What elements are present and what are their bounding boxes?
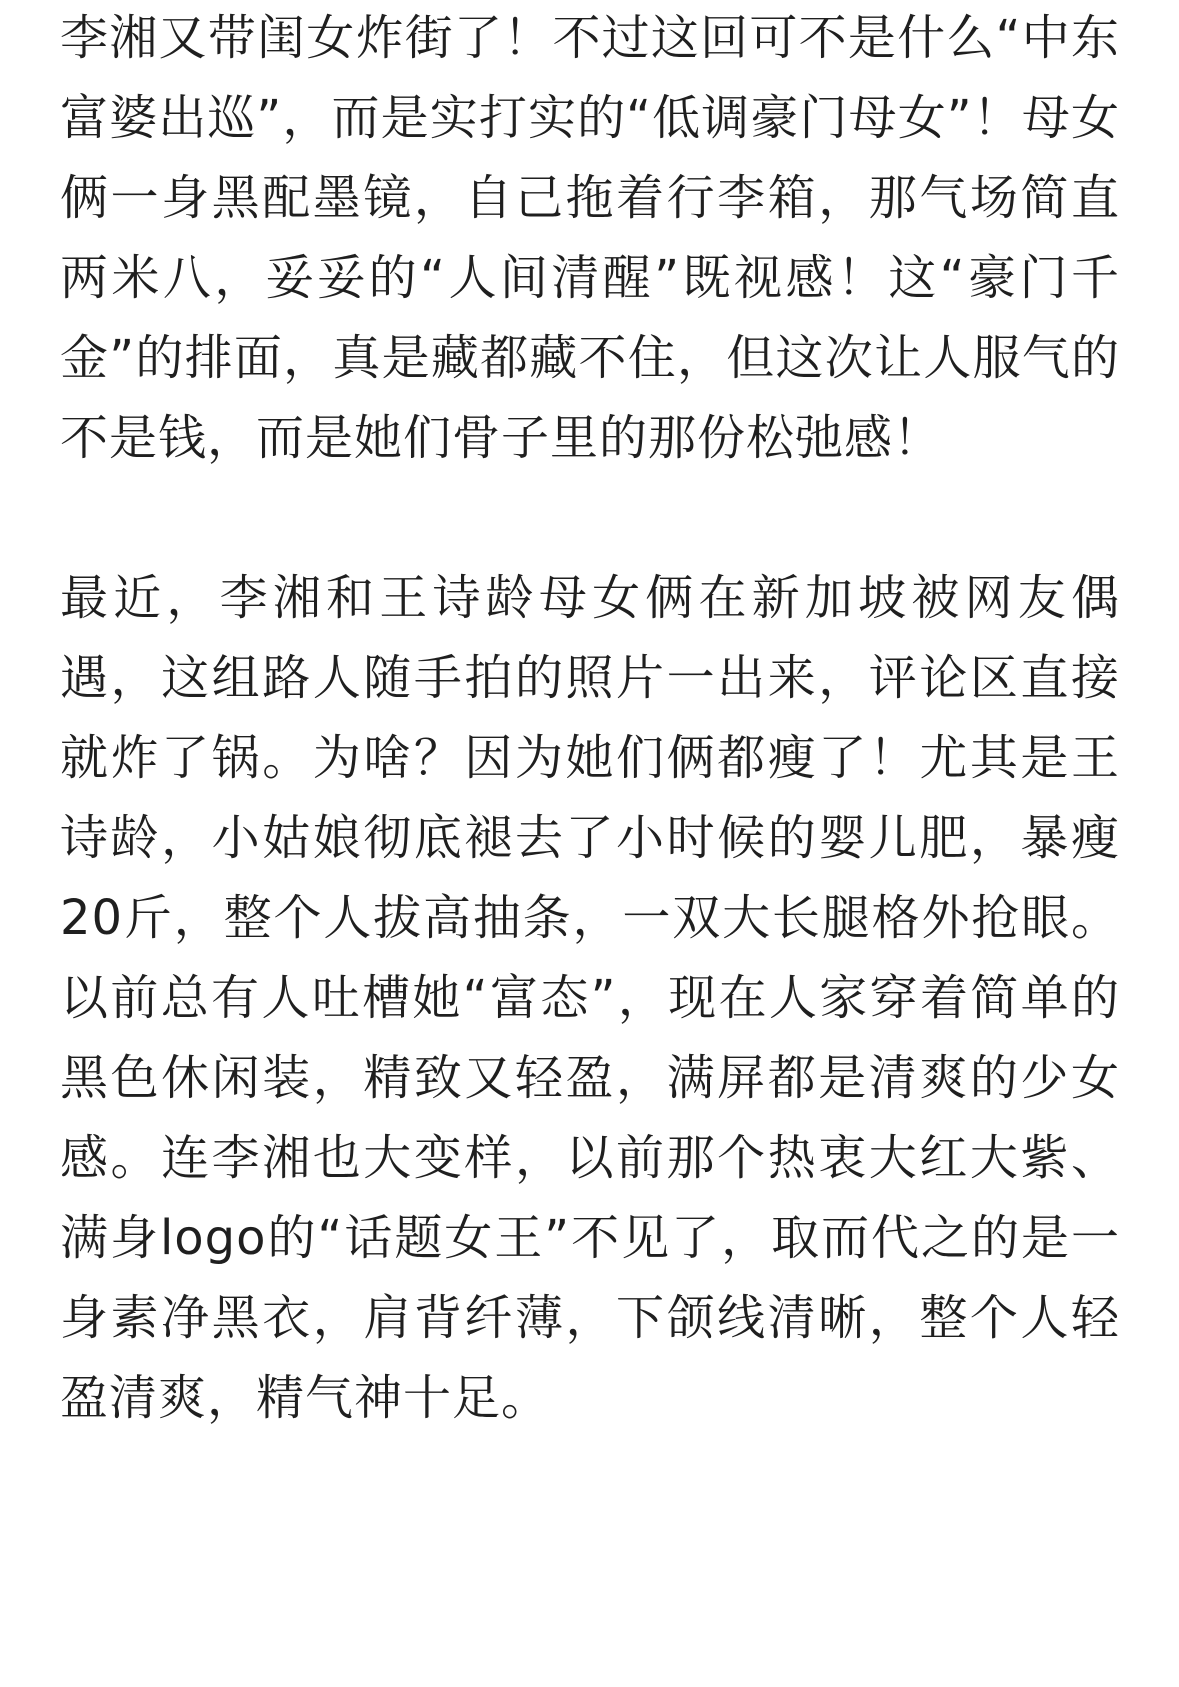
article-paragraph-1: 李湘又带闺女炸街了！不过这回可不是什么“中东富婆出巡”，而是实打实的“低调豪门母女”！母女俩一身黑配墨镜，自己拖着行李箱，那气场简直两米八，妥妥的“人间清醒”既视感！这“豪门千金”的排面，真是藏都藏不住，但这次让人服气的不是钱，而是她们骨子里的那份松弛感！ [60, 10, 1120, 466]
article-paragraph-2: 最近，李湘和王诗龄母女俩在新加坡被网友偶遇，这组路人随手拍的照片一出来，评论区直接就炸了锅。为啥？因为她们俩都瘦了！尤其是王诗龄，小姑娘彻底褪去了小时候的婴儿肥，暴瘦20斤，整个人拔高抽条，一双大长腿格外抢眼。以前总有人吐槽她“富态”，现在人家穿着简单的黑色休闲装，精致又轻盈，满屏都是清爽的少女感。连李湘也大变样，以前那个热衷大红大紫、满身logo的“话题女王”不见了，取而代之的是一身素净黑衣，肩背纤薄，下颌线清晰，整个人轻盈清爽，精气神十足。 [60, 570, 1120, 1426]
article-body [60, 0, 1120, 1438]
